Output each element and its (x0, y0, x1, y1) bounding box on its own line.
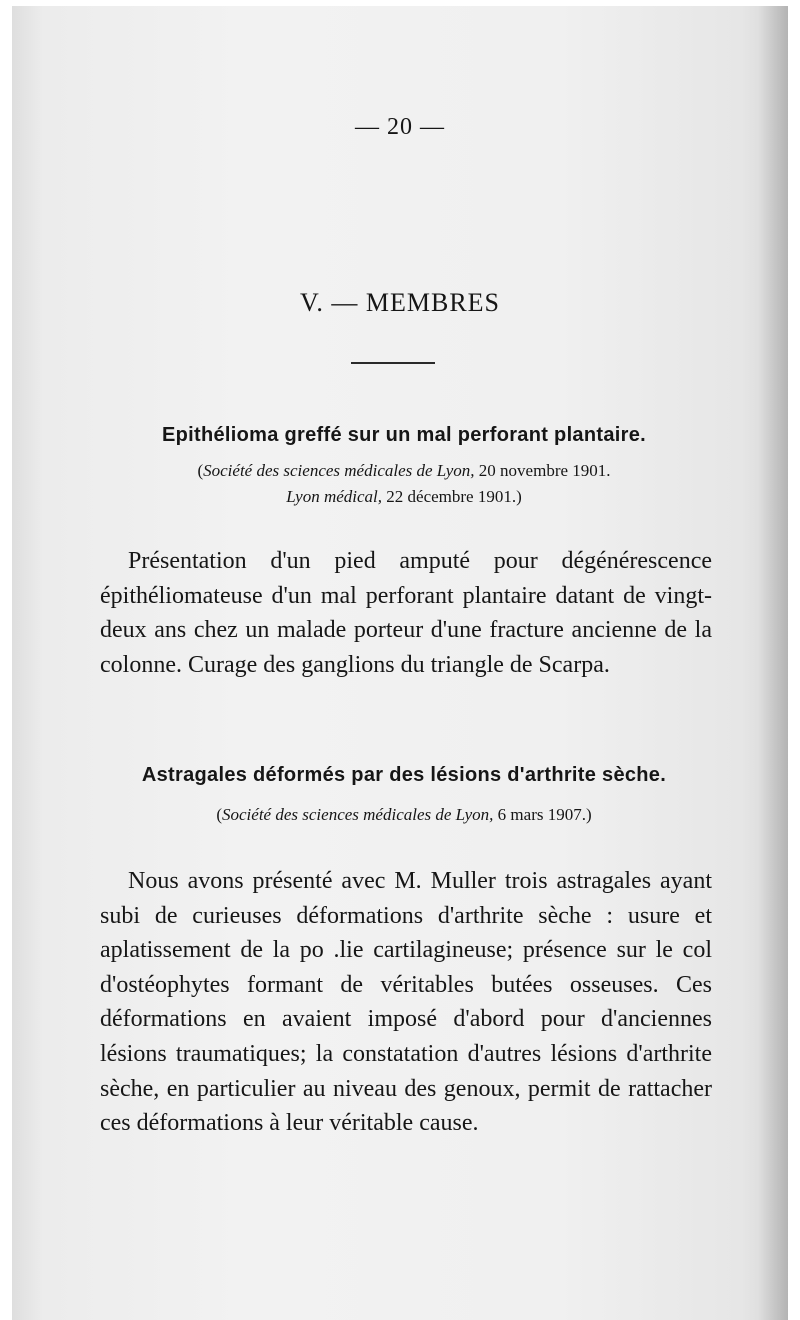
source-line-1: (Société des sciences médicales de Lyon, 20 novembre 1901. (197, 461, 611, 480)
book-page (12, 6, 788, 1320)
section-body-astragales: Nous avons présenté avec M. Muller trois astragales ayant subi de curieuses déformations d'arthrite sèche : usure et aplatissement de la po .lie cartilagineuse; présence sur le col d'ostéophytes formant de véritables butées osseuses. Ces déformations en avaient imposé d'abord pour d'anciennes lésions traumatiques; la constatation d'autres lésions d'arthrite sèche, en particulier au niveau des genoux, permit de rattacher ces déformations à leur véritable cause. (100, 868, 712, 1137)
section-heading-epithelioma: Epithélioma greffé sur un mal perforant plantaire. (162, 424, 646, 446)
page-spine-shadow (758, 6, 788, 1320)
section-body-epithelioma: Présentation d'un pied amputé pour dégénérescence épithéliomateuse d'un mal perforant plantaire datant de vingt-deux ans chez un malade porteur d'une fracture ancienne de la colonne. Curage des ganglions du triangle de Scarpa. (100, 548, 712, 678)
section-source-astragales: (Société des sciences médicales de Lyon, 6 mars 1907.) (216, 805, 592, 824)
page-number: — 20 — (355, 114, 445, 140)
section-source-epithelioma (104, 458, 704, 510)
chapter-title: V. — MEMBRES (299, 288, 501, 317)
section-heading-astragales: Astragales déformés par des lésions d'arthrite sèche. (141, 764, 667, 786)
title-divider (351, 362, 435, 364)
source-line-2: Lyon médical, 22 décembre 1901.) (286, 487, 522, 506)
